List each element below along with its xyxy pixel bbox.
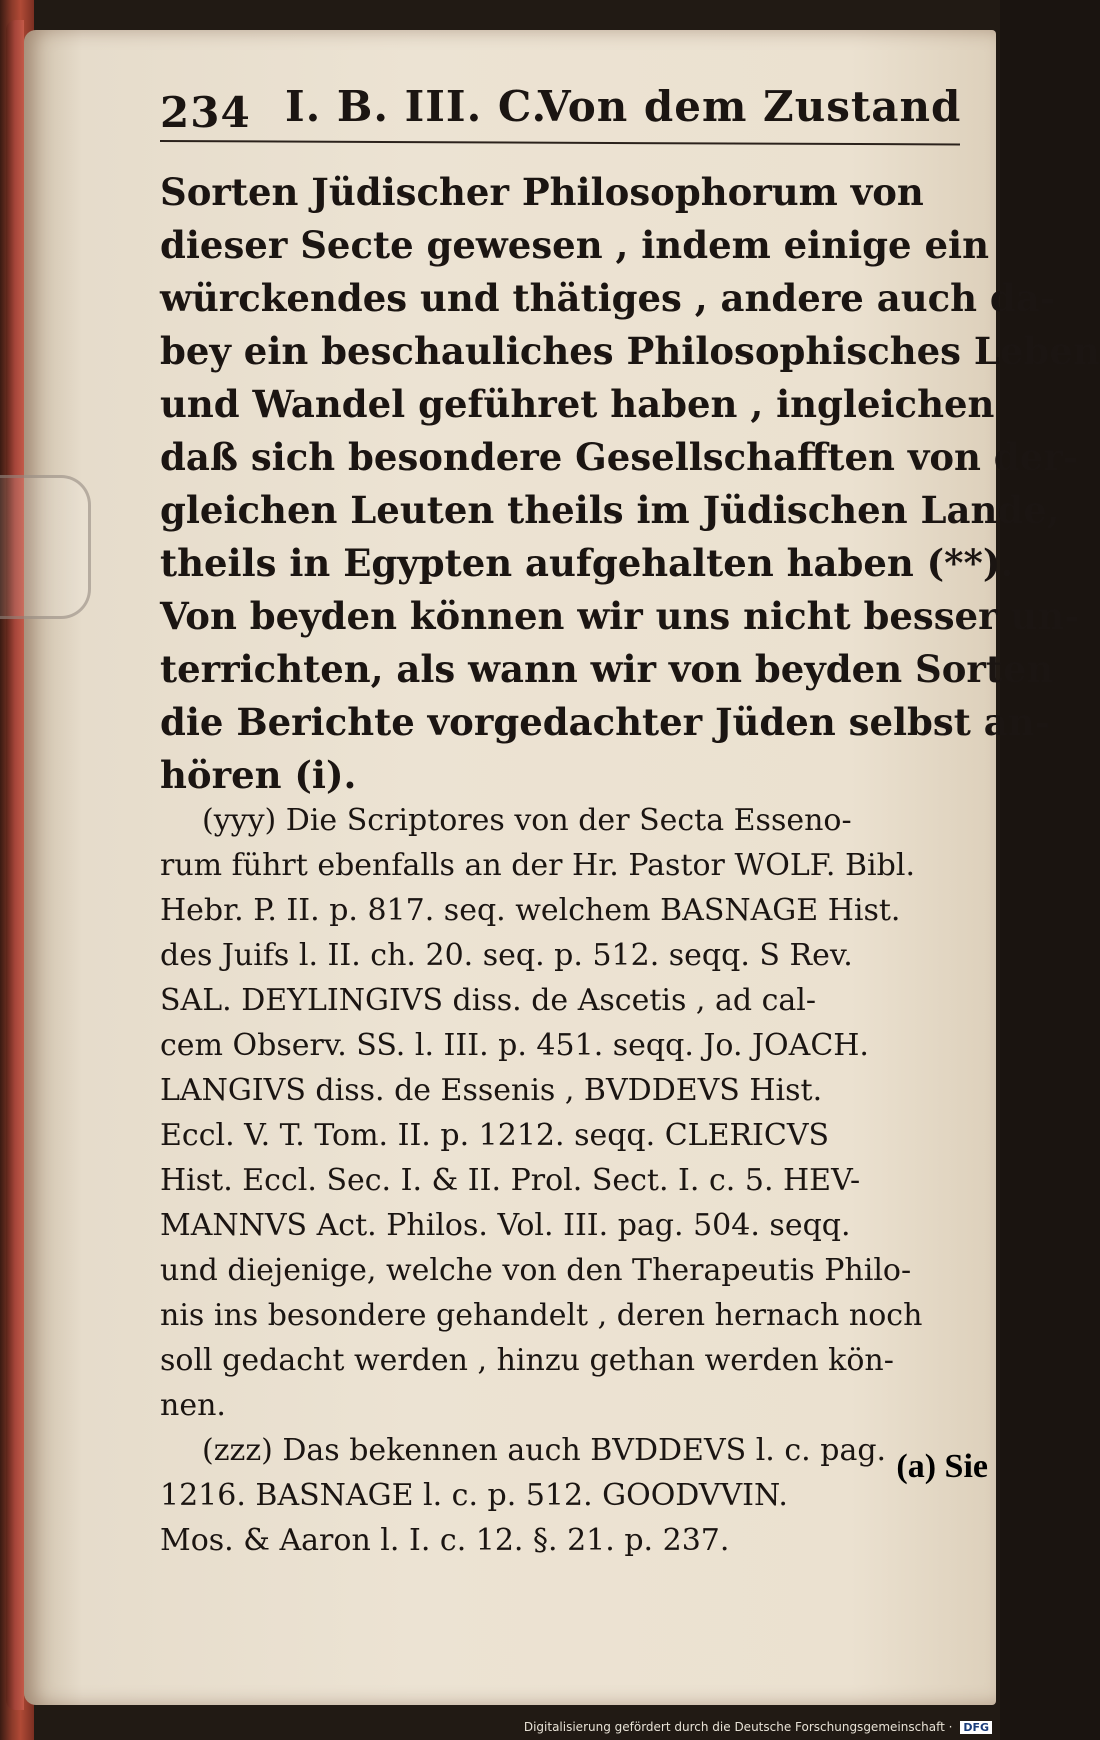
footnote-line: soll gedacht werden , hinzu gethan werden kön- <box>160 1343 894 1378</box>
text-line: und Wandel geführet haben , ingleichen <box>160 382 995 426</box>
footnote-line: LANGIVS diss. de Essenis , BVDDEVS Hist. <box>160 1073 823 1108</box>
page-red-edge <box>6 20 24 1710</box>
footnotes <box>160 798 965 1563</box>
text-line: Sorten Jüdischer Philosophorum von <box>160 170 924 214</box>
footnote-line: (yyy) Die Scriptores von der Secta Esseno- <box>202 803 852 838</box>
text-line: Von beyden können wir uns nicht besser un- <box>160 594 1080 638</box>
footnote-line: und diejenige, welche von den Therapeutis Philo- <box>160 1253 912 1288</box>
digitization-credit <box>524 1720 992 1734</box>
header-reference: I. B. III. C. <box>285 82 548 131</box>
text-line: bey ein beschauliches Philosophisches Leben <box>160 329 1100 373</box>
text-line: dieser Secte gewesen , indem einige ein <box>160 223 989 267</box>
footnote-line: cem Observ. SS. l. III. p. 451. seqq. Jo. JOACH. <box>160 1028 869 1063</box>
dfg-logo: DFG <box>960 1721 992 1734</box>
footnote-line: rum führt ebenfalls an der Hr. Pastor WOLF. Bibl. <box>160 848 915 883</box>
footnote-line: SAL. DEYLINGIVS diss. de Ascetis , ad cal- <box>160 983 817 1018</box>
footnote-line: Hebr. P. II. p. 817. seq. welchem BASNAGE Hist. <box>160 893 901 928</box>
footnote-line: 1216. BASNAGE l. c. p. 512. GOODVVIN. <box>160 1478 788 1513</box>
footnote-line: nis ins besondere gehandelt , deren hernach noch <box>160 1298 923 1333</box>
header-title: Von dem Zustand <box>538 82 962 131</box>
text-line: daß sich besondere Gesellschafften von der- <box>160 435 1079 479</box>
footnote-line: des Juifs l. II. ch. 20. seq. p. 512. seqq. S Rev. <box>160 938 853 973</box>
footnote-line: Mos. & Aaron l. I. c. 12. §. 21. p. 237. <box>160 1523 730 1558</box>
footnote-line: MANNVS Act. Philos. Vol. III. pag. 504. seqq. <box>160 1208 851 1243</box>
footnote-line: (zzz) Das bekennen auch BVDDEVS l. c. pag. <box>202 1433 887 1468</box>
credit-text: Digitalisierung gefördert durch die Deutsche Forschungsgemeinschaft · <box>523 1720 953 1734</box>
page-clip <box>0 475 91 619</box>
text-line: hören (i). <box>160 753 357 797</box>
footnote-line: Hist. Eccl. Sec. I. & II. Prol. Sect. I. c. 5. HEV- <box>160 1163 861 1198</box>
footnote-line: nen. <box>160 1388 226 1423</box>
footnote-line: Eccl. V. T. Tom. II. p. 1212. seqq. CLERICVS <box>160 1118 830 1153</box>
text-line: terrichten, als wann wir von beyden Sorten <box>160 647 1054 691</box>
page-number: 234 <box>160 88 251 137</box>
running-header <box>160 78 965 148</box>
main-text <box>160 166 1100 802</box>
text-line: würckendes und thätiges , andere auch da- <box>160 276 1056 320</box>
text-line: gleichen Leuten theils im Jüdischen Lande, <box>160 488 1060 532</box>
text-line: die Berichte vorgedachter Jüden selbst an- <box>160 700 1050 744</box>
text-line: theils in Egypten aufgehalten haben (**). <box>160 541 1014 585</box>
catchword: (a) Sie <box>896 1448 988 1485</box>
